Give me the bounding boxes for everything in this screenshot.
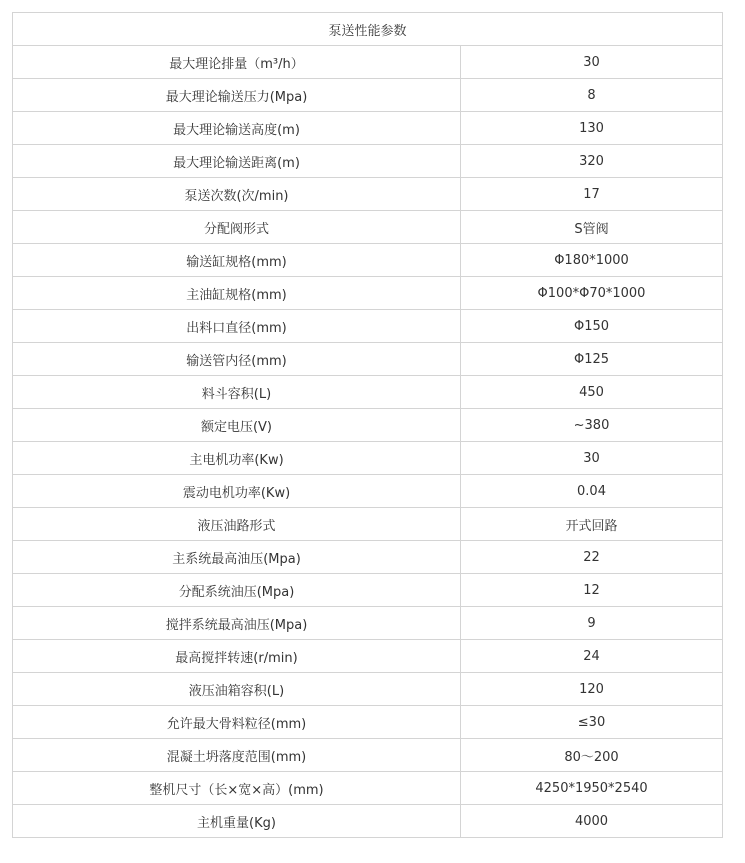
table-row bbox=[13, 178, 723, 211]
param-label: 最大理论输送距离(m) bbox=[13, 145, 461, 178]
table-row bbox=[13, 772, 723, 805]
table-header-row bbox=[13, 13, 723, 46]
param-value: 0.04 bbox=[461, 475, 723, 508]
table-row bbox=[13, 211, 723, 244]
table-row bbox=[13, 640, 723, 673]
param-value: Φ180*1000 bbox=[461, 244, 723, 277]
param-label: 混凝土坍落度范围(mm) bbox=[13, 739, 461, 772]
param-value: Φ100*Φ70*1000 bbox=[461, 277, 723, 310]
param-label: 震动电机功率(Kw) bbox=[13, 475, 461, 508]
param-label: 额定电压(V) bbox=[13, 409, 461, 442]
param-value: ≤30 bbox=[461, 706, 723, 739]
table-title: 泵送性能参数 bbox=[13, 13, 723, 46]
param-label: 输送缸规格(mm) bbox=[13, 244, 461, 277]
param-value: 30 bbox=[461, 46, 723, 79]
param-value: 120 bbox=[461, 673, 723, 706]
param-label: 泵送次数(次/min) bbox=[13, 178, 461, 211]
param-value: 9 bbox=[461, 607, 723, 640]
param-label: 最高搅拌转速(r/min) bbox=[13, 640, 461, 673]
table-row bbox=[13, 244, 723, 277]
table-row bbox=[13, 310, 723, 343]
param-value: 24 bbox=[461, 640, 723, 673]
param-label: 输送管内径(mm) bbox=[13, 343, 461, 376]
param-label: 主油缸规格(mm) bbox=[13, 277, 461, 310]
param-value: 12 bbox=[461, 574, 723, 607]
param-label: 最大理论排量（m³/h） bbox=[13, 46, 461, 79]
param-value: 30 bbox=[461, 442, 723, 475]
param-value: 22 bbox=[461, 541, 723, 574]
param-value: 8 bbox=[461, 79, 723, 112]
param-label: 液压油路形式 bbox=[13, 508, 461, 541]
table-row bbox=[13, 409, 723, 442]
param-value: 开式回路 bbox=[461, 508, 723, 541]
table-row bbox=[13, 475, 723, 508]
param-value: S管阀 bbox=[461, 211, 723, 244]
param-value: 130 bbox=[461, 112, 723, 145]
table-row bbox=[13, 46, 723, 79]
table-row bbox=[13, 805, 723, 838]
spec-table-body bbox=[13, 13, 723, 838]
param-label: 主机重量(Kg) bbox=[13, 805, 461, 838]
param-value: ~380 bbox=[461, 409, 723, 442]
param-label: 主系统最高油压(Mpa) bbox=[13, 541, 461, 574]
param-label: 最大理论输送高度(m) bbox=[13, 112, 461, 145]
param-label: 分配阀形式 bbox=[13, 211, 461, 244]
table-row bbox=[13, 541, 723, 574]
param-label: 允许最大骨料粒径(mm) bbox=[13, 706, 461, 739]
param-value: 4250*1950*2540 bbox=[461, 772, 723, 805]
param-value: 320 bbox=[461, 145, 723, 178]
param-label: 出料口直径(mm) bbox=[13, 310, 461, 343]
table-row bbox=[13, 508, 723, 541]
table-row bbox=[13, 112, 723, 145]
param-label: 最大理论输送压力(Mpa) bbox=[13, 79, 461, 112]
param-label: 分配系统油压(Mpa) bbox=[13, 574, 461, 607]
param-label: 搅拌系统最高油压(Mpa) bbox=[13, 607, 461, 640]
param-label: 主电机功率(Kw) bbox=[13, 442, 461, 475]
param-label: 整机尺寸（长×宽×高）(mm) bbox=[13, 772, 461, 805]
table-row bbox=[13, 442, 723, 475]
param-value: Φ150 bbox=[461, 310, 723, 343]
param-label: 液压油箱容积(L) bbox=[13, 673, 461, 706]
table-row bbox=[13, 673, 723, 706]
param-value: 17 bbox=[461, 178, 723, 211]
table-row bbox=[13, 376, 723, 409]
table-row bbox=[13, 343, 723, 376]
param-value: Φ125 bbox=[461, 343, 723, 376]
table-row bbox=[13, 607, 723, 640]
param-label: 料斗容积(L) bbox=[13, 376, 461, 409]
param-value: 4000 bbox=[461, 805, 723, 838]
table-row bbox=[13, 277, 723, 310]
table-row bbox=[13, 706, 723, 739]
table-row bbox=[13, 145, 723, 178]
param-value: 80～200 bbox=[461, 739, 723, 772]
table-row bbox=[13, 79, 723, 112]
param-value: 450 bbox=[461, 376, 723, 409]
table-row bbox=[13, 739, 723, 772]
spec-table bbox=[12, 12, 723, 838]
table-row bbox=[13, 574, 723, 607]
